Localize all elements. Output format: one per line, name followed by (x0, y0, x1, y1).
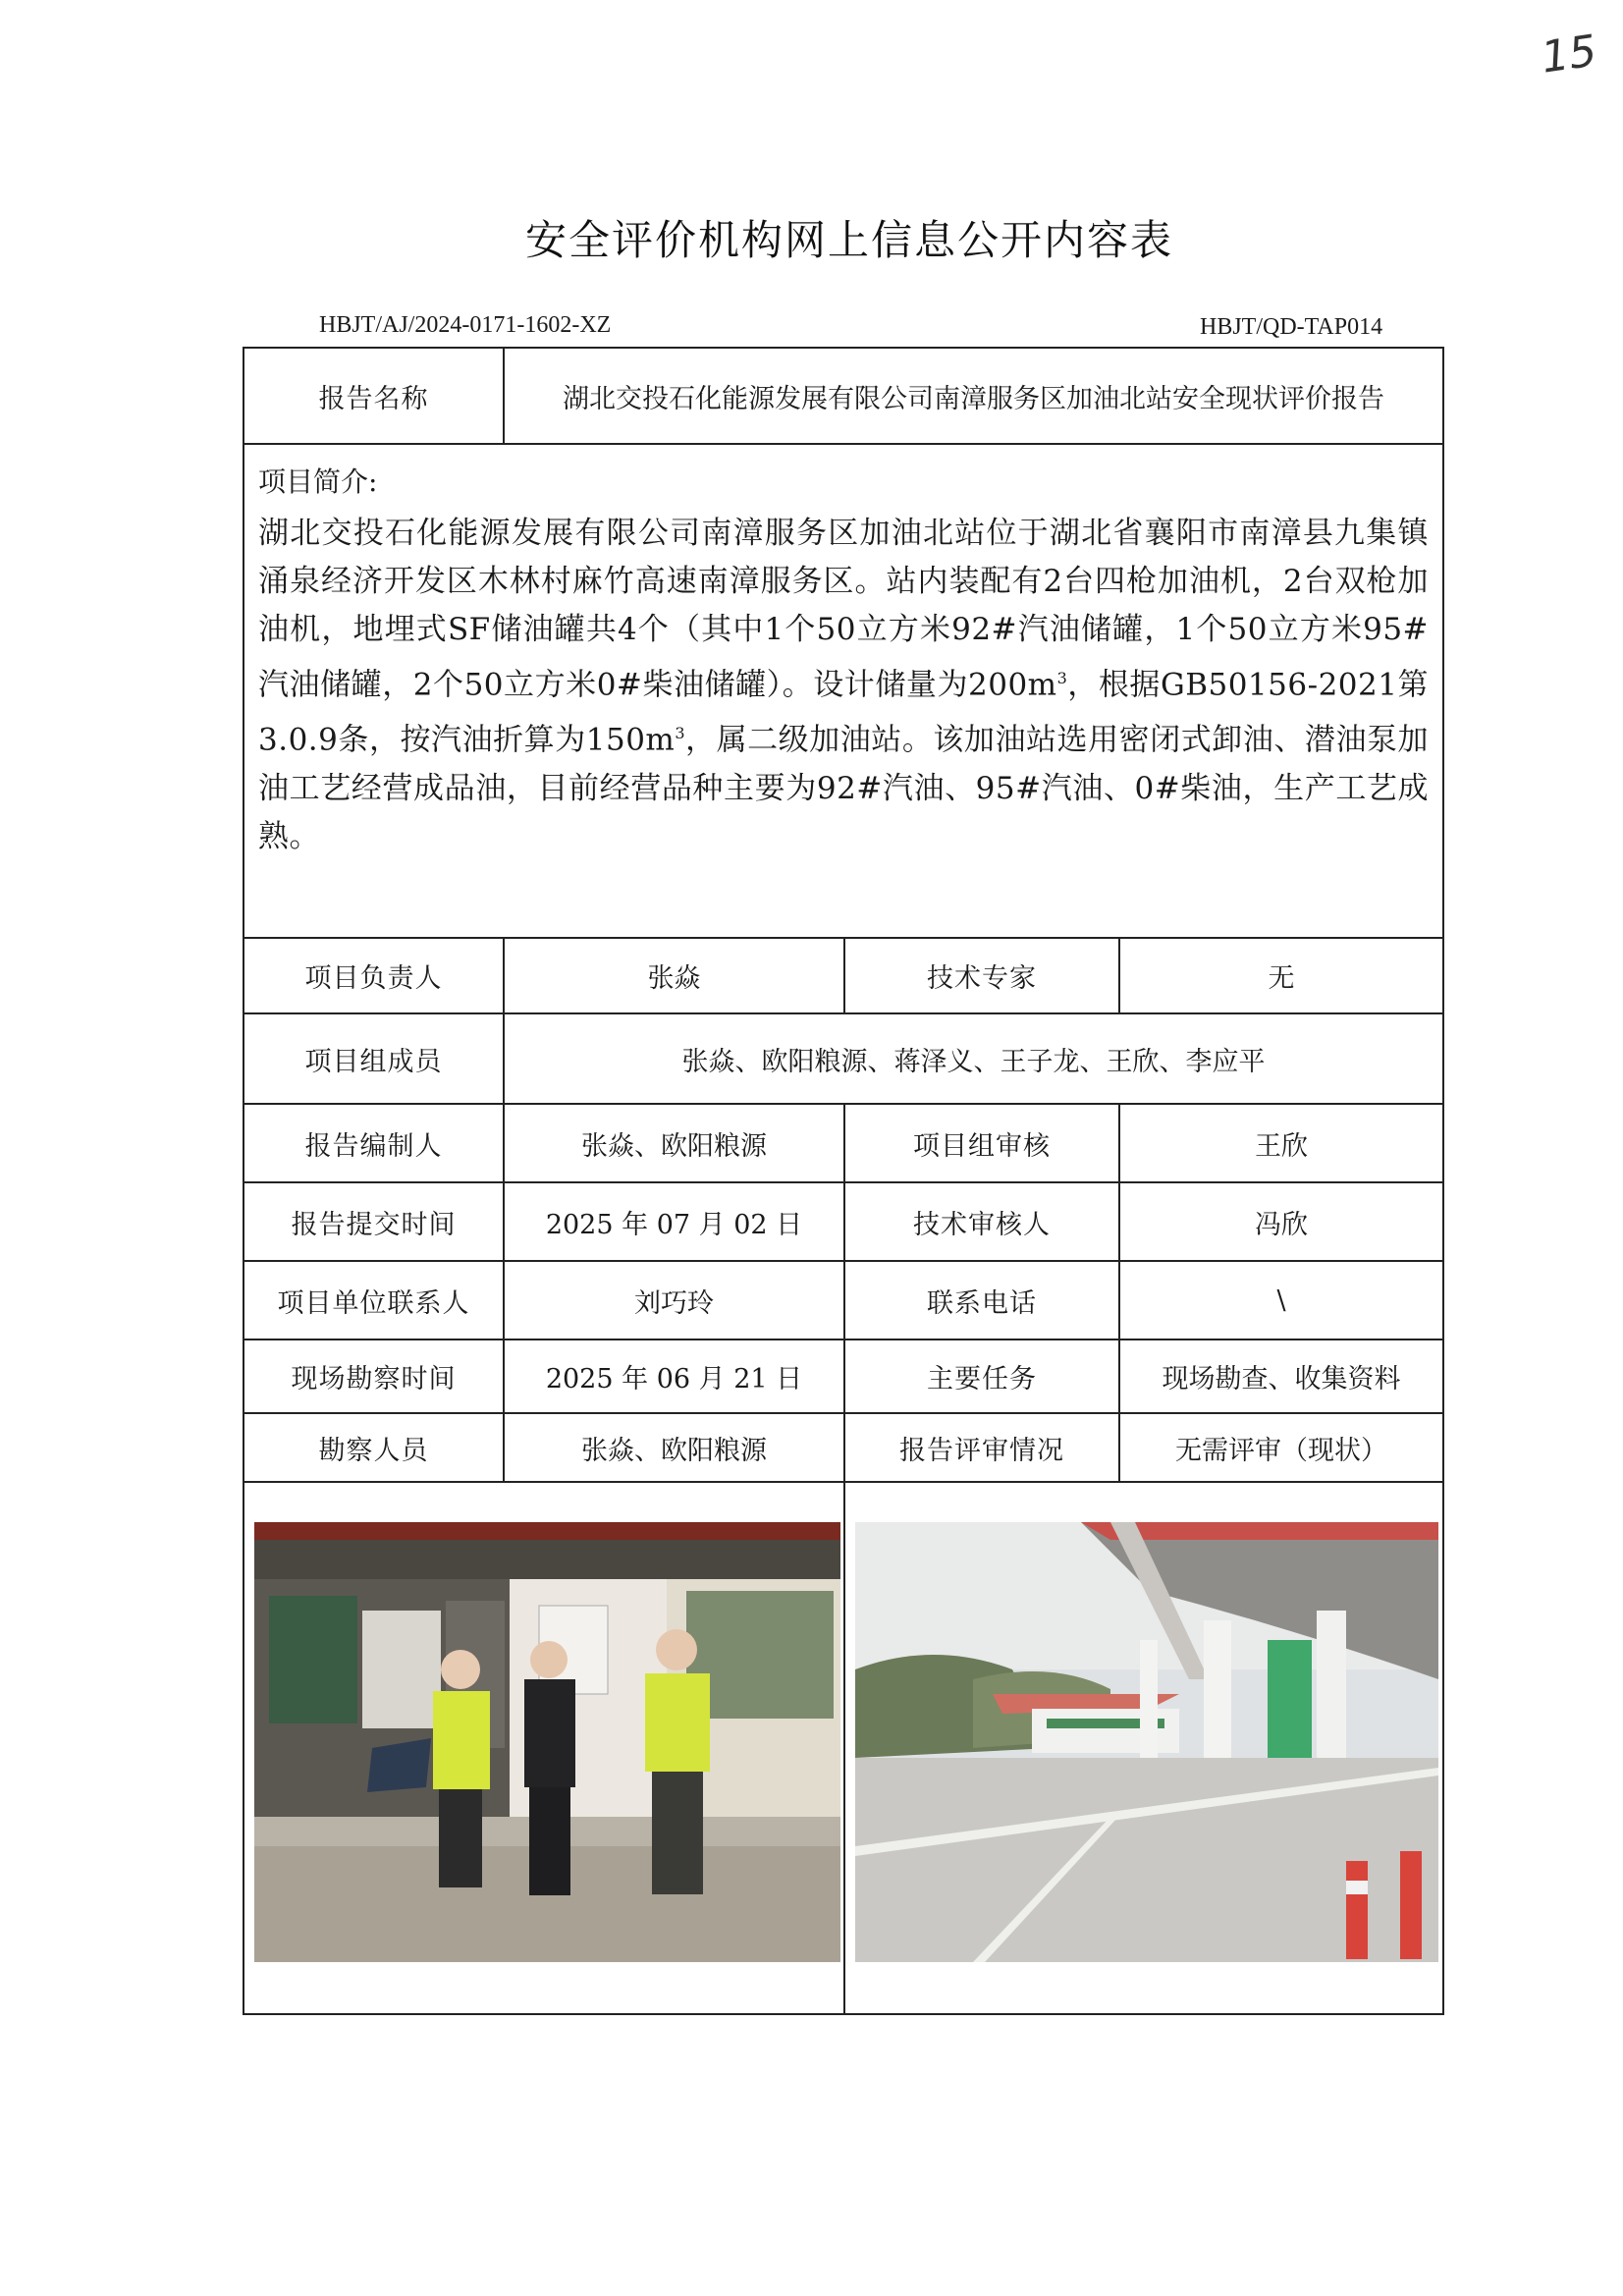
doc-code-right: HBJT/QD-TAP014 (1200, 314, 1383, 340)
photo-cell-right (844, 1482, 1443, 2014)
contact-label: 项目单位联系人 (243, 1261, 504, 1339)
leader-value: 张焱 (504, 938, 844, 1013)
tech-reviewer-label: 技术审核人 (844, 1182, 1119, 1261)
survey-time-value: 2025 年 06 月 21 日 (504, 1339, 844, 1413)
project-intro-label: 项目简介: (258, 465, 378, 498)
leader-label: 项目负责人 (243, 938, 504, 1013)
main-task-label: 主要任务 (844, 1339, 1119, 1413)
expert-label: 技术专家 (844, 938, 1119, 1013)
photo-cell-left (243, 1482, 844, 2014)
report-name-label: 报告名称 (243, 348, 504, 444)
team-photo (254, 1522, 840, 1962)
evaluation-value: 无需评审（现状） (1119, 1413, 1443, 1482)
project-intro-cell (243, 444, 1443, 938)
survey-time-label: 现场勘察时间 (243, 1339, 504, 1413)
info-table (243, 347, 1444, 2015)
surveyors-value: 张焱、欧阳粮源 (504, 1413, 844, 1482)
project-intro-text: 湖北交投石化能源发展有限公司南漳服务区加油北站位于湖北省襄阳市南漳县九集镇涌泉经济开发区木林村麻竹高速南漳服务区。站内装配有2台四枪加油机，2台双枪加油机，地埋式SF储油罐共4个（其中1个50立方米92#汽油储罐，1个50立方米95#汽油储罐，2个50立方米0#柴油储罐）。设计储量为$200m^3$，根据GB50156-2021第3.0.9条，按汽油折算为$150m^3$，属二级加油站。该加油站选用密闭式卸油、潜油泵加油工艺经营成品油，目前经营品种主要为92#汽油、95#汽油、0#柴油，生产工艺成熟。 (258, 516, 1430, 854)
author-value: 张焱、欧阳粮源 (504, 1104, 844, 1182)
members-label: 项目组成员 (243, 1013, 504, 1104)
submit-time-label: 报告提交时间 (243, 1182, 504, 1261)
station-photo (855, 1522, 1438, 1962)
page-number: 15 (1538, 26, 1600, 83)
contact-value: 刘巧玲 (504, 1261, 844, 1339)
review-label: 项目组审核 (844, 1104, 1119, 1182)
phone-label: 联系电话 (844, 1261, 1119, 1339)
phone-value: \ (1119, 1261, 1443, 1339)
page-title: 安全评价机构网上信息公开内容表 (524, 216, 1173, 264)
surveyors-label: 勘察人员 (243, 1413, 504, 1482)
doc-code-left: HBJT/AJ/2024-0171-1602-XZ (319, 312, 612, 338)
evaluation-label: 报告评审情况 (844, 1413, 1119, 1482)
tech-reviewer-value: 冯欣 (1119, 1182, 1443, 1261)
expert-value: 无 (1119, 938, 1443, 1013)
main-task-value: 现场勘查、收集资料 (1119, 1339, 1443, 1413)
members-value: 张焱、欧阳粮源、蒋泽义、王子龙、王欣、李应平 (504, 1013, 1443, 1104)
author-label: 报告编制人 (243, 1104, 504, 1182)
review-value: 王欣 (1119, 1104, 1443, 1182)
report-name-value: 湖北交投石化能源发展有限公司南漳服务区加油北站安全现状评价报告 (504, 348, 1443, 444)
submit-time-value: 2025 年 07 月 02 日 (504, 1182, 844, 1261)
